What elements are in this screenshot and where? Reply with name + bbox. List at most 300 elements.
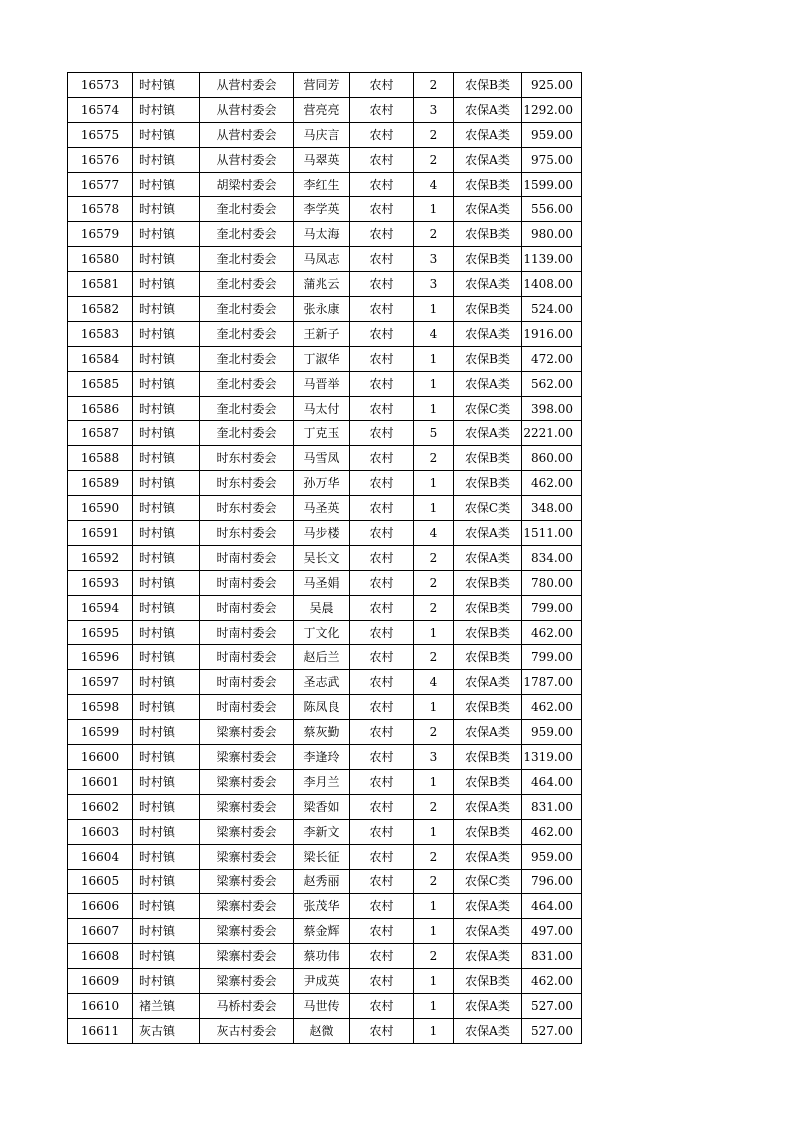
area-type-cell: 农村 (350, 446, 414, 471)
record-id-cell: 16605 (68, 869, 133, 894)
area-type-cell: 农村 (350, 993, 414, 1018)
table-row (68, 894, 582, 919)
household-count-cell: 4 (414, 670, 454, 695)
area-type-cell: 农村 (350, 122, 414, 147)
amount-cell: 348.00 (522, 496, 582, 521)
amount-cell: 524.00 (522, 297, 582, 322)
household-count-cell: 1 (414, 695, 454, 720)
area-type-cell: 农村 (350, 197, 414, 222)
person-name-cell: 梁香如 (294, 794, 350, 819)
village-committee-cell: 梁寨村委会 (200, 919, 294, 944)
town-cell: 时村镇 (133, 521, 200, 546)
household-count-cell: 2 (414, 720, 454, 745)
table-row (68, 222, 582, 247)
insurance-category-cell: 农保B类 (454, 73, 522, 98)
amount-cell: 462.00 (522, 969, 582, 994)
table-row (68, 396, 582, 421)
town-cell: 时村镇 (133, 819, 200, 844)
amount-cell: 2221.00 (522, 421, 582, 446)
table-row (68, 645, 582, 670)
table-row (68, 421, 582, 446)
village-committee-cell: 胡梁村委会 (200, 172, 294, 197)
records-table-body (68, 73, 582, 1044)
record-id-cell: 16607 (68, 919, 133, 944)
record-id-cell: 16601 (68, 769, 133, 794)
table-row (68, 97, 582, 122)
town-cell: 时村镇 (133, 745, 200, 770)
table-row (68, 122, 582, 147)
town-cell: 时村镇 (133, 645, 200, 670)
person-name-cell: 赵后兰 (294, 645, 350, 670)
record-id-cell: 16577 (68, 172, 133, 197)
village-committee-cell: 时南村委会 (200, 570, 294, 595)
village-committee-cell: 梁寨村委会 (200, 894, 294, 919)
insurance-category-cell: 农保A类 (454, 720, 522, 745)
table-row (68, 869, 582, 894)
record-id-cell: 16579 (68, 222, 133, 247)
record-id-cell: 16595 (68, 620, 133, 645)
household-count-cell: 1 (414, 346, 454, 371)
town-cell: 时村镇 (133, 396, 200, 421)
town-cell: 时村镇 (133, 147, 200, 172)
amount-cell: 834.00 (522, 545, 582, 570)
household-count-cell: 1 (414, 894, 454, 919)
person-name-cell: 马圣英 (294, 496, 350, 521)
record-id-cell: 16591 (68, 521, 133, 546)
village-committee-cell: 梁寨村委会 (200, 969, 294, 994)
household-count-cell: 2 (414, 645, 454, 670)
table-row (68, 1018, 582, 1043)
village-committee-cell: 时东村委会 (200, 446, 294, 471)
record-id-cell: 16593 (68, 570, 133, 595)
table-row (68, 545, 582, 570)
record-id-cell: 16580 (68, 247, 133, 272)
town-cell: 时村镇 (133, 894, 200, 919)
insurance-category-cell: 农保A类 (454, 521, 522, 546)
amount-cell: 799.00 (522, 595, 582, 620)
amount-cell: 464.00 (522, 894, 582, 919)
table-row (68, 172, 582, 197)
town-cell: 时村镇 (133, 545, 200, 570)
amount-cell: 1511.00 (522, 521, 582, 546)
insurance-category-cell: 农保A类 (454, 371, 522, 396)
person-name-cell: 丁文化 (294, 620, 350, 645)
insurance-category-cell: 农保C类 (454, 396, 522, 421)
village-committee-cell: 马桥村委会 (200, 993, 294, 1018)
town-cell: 时村镇 (133, 97, 200, 122)
area-type-cell: 农村 (350, 595, 414, 620)
town-cell: 时村镇 (133, 197, 200, 222)
person-name-cell: 张茂华 (294, 894, 350, 919)
insurance-category-cell: 农保B类 (454, 297, 522, 322)
town-cell: 时村镇 (133, 122, 200, 147)
household-count-cell: 3 (414, 97, 454, 122)
amount-cell: 975.00 (522, 147, 582, 172)
person-name-cell: 蔡灰勤 (294, 720, 350, 745)
record-id-cell: 16611 (68, 1018, 133, 1043)
insurance-category-cell: 农保B类 (454, 222, 522, 247)
area-type-cell: 农村 (350, 969, 414, 994)
household-count-cell: 2 (414, 122, 454, 147)
insurance-category-cell: 农保B类 (454, 247, 522, 272)
village-committee-cell: 时南村委会 (200, 645, 294, 670)
area-type-cell: 农村 (350, 147, 414, 172)
village-committee-cell: 从营村委会 (200, 122, 294, 147)
household-count-cell: 2 (414, 944, 454, 969)
household-count-cell: 2 (414, 570, 454, 595)
village-committee-cell: 梁寨村委会 (200, 720, 294, 745)
town-cell: 灰古镇 (133, 1018, 200, 1043)
table-row (68, 794, 582, 819)
amount-cell: 398.00 (522, 396, 582, 421)
household-count-cell: 1 (414, 819, 454, 844)
area-type-cell: 农村 (350, 297, 414, 322)
table-row (68, 695, 582, 720)
village-committee-cell: 灰古村委会 (200, 1018, 294, 1043)
town-cell: 时村镇 (133, 670, 200, 695)
area-type-cell: 农村 (350, 1018, 414, 1043)
household-count-cell: 1 (414, 371, 454, 396)
record-id-cell: 16576 (68, 147, 133, 172)
record-id-cell: 16574 (68, 97, 133, 122)
household-count-cell: 1 (414, 1018, 454, 1043)
record-id-cell: 16597 (68, 670, 133, 695)
village-committee-cell: 梁寨村委会 (200, 819, 294, 844)
amount-cell: 462.00 (522, 695, 582, 720)
insurance-category-cell: 农保B类 (454, 969, 522, 994)
town-cell: 时村镇 (133, 471, 200, 496)
insurance-category-cell: 农保B类 (454, 645, 522, 670)
amount-cell: 796.00 (522, 869, 582, 894)
record-id-cell: 16581 (68, 272, 133, 297)
village-committee-cell: 时南村委会 (200, 620, 294, 645)
record-id-cell: 16596 (68, 645, 133, 670)
household-count-cell: 2 (414, 595, 454, 620)
table-row (68, 197, 582, 222)
area-type-cell: 农村 (350, 794, 414, 819)
household-count-cell: 2 (414, 73, 454, 98)
town-cell: 时村镇 (133, 247, 200, 272)
record-id-cell: 16587 (68, 421, 133, 446)
area-type-cell: 农村 (350, 97, 414, 122)
amount-cell: 1139.00 (522, 247, 582, 272)
town-cell: 时村镇 (133, 297, 200, 322)
record-id-cell: 16600 (68, 745, 133, 770)
village-committee-cell: 从营村委会 (200, 97, 294, 122)
record-id-cell: 16608 (68, 944, 133, 969)
person-name-cell: 丁淑华 (294, 346, 350, 371)
household-count-cell: 1 (414, 919, 454, 944)
town-cell: 时村镇 (133, 919, 200, 944)
insurance-category-cell: 农保A类 (454, 272, 522, 297)
table-row (68, 620, 582, 645)
area-type-cell: 农村 (350, 521, 414, 546)
person-name-cell: 陈凤良 (294, 695, 350, 720)
amount-cell: 959.00 (522, 720, 582, 745)
table-row (68, 670, 582, 695)
amount-cell: 980.00 (522, 222, 582, 247)
person-name-cell: 李月兰 (294, 769, 350, 794)
amount-cell: 527.00 (522, 993, 582, 1018)
household-count-cell: 1 (414, 197, 454, 222)
household-count-cell: 3 (414, 247, 454, 272)
insurance-category-cell: 农保B类 (454, 595, 522, 620)
person-name-cell: 蔡功伟 (294, 944, 350, 969)
village-committee-cell: 奎北村委会 (200, 396, 294, 421)
household-count-cell: 2 (414, 446, 454, 471)
village-committee-cell: 奎北村委会 (200, 247, 294, 272)
person-name-cell: 李学英 (294, 197, 350, 222)
insurance-category-cell: 农保A类 (454, 844, 522, 869)
table-row (68, 720, 582, 745)
area-type-cell: 农村 (350, 172, 414, 197)
town-cell: 时村镇 (133, 695, 200, 720)
area-type-cell: 农村 (350, 545, 414, 570)
person-name-cell: 马庆言 (294, 122, 350, 147)
amount-cell: 1787.00 (522, 670, 582, 695)
town-cell: 时村镇 (133, 321, 200, 346)
person-name-cell: 马太海 (294, 222, 350, 247)
household-count-cell: 1 (414, 993, 454, 1018)
person-name-cell: 圣志武 (294, 670, 350, 695)
amount-cell: 831.00 (522, 944, 582, 969)
household-count-cell: 2 (414, 844, 454, 869)
village-committee-cell: 梁寨村委会 (200, 769, 294, 794)
area-type-cell: 农村 (350, 371, 414, 396)
table-row (68, 321, 582, 346)
record-id-cell: 16592 (68, 545, 133, 570)
table-row (68, 297, 582, 322)
table-row (68, 496, 582, 521)
person-name-cell: 马晋举 (294, 371, 350, 396)
household-count-cell: 1 (414, 969, 454, 994)
table-row (68, 595, 582, 620)
area-type-cell: 农村 (350, 570, 414, 595)
insurance-category-cell: 农保B类 (454, 695, 522, 720)
village-committee-cell: 时东村委会 (200, 471, 294, 496)
area-type-cell: 农村 (350, 321, 414, 346)
record-id-cell: 16586 (68, 396, 133, 421)
area-type-cell: 农村 (350, 496, 414, 521)
person-name-cell: 丁克玉 (294, 421, 350, 446)
amount-cell: 497.00 (522, 919, 582, 944)
insurance-category-cell: 农保B类 (454, 819, 522, 844)
insurance-category-cell: 农保B类 (454, 620, 522, 645)
person-name-cell: 马世传 (294, 993, 350, 1018)
amount-cell: 462.00 (522, 819, 582, 844)
area-type-cell: 农村 (350, 620, 414, 645)
table-row (68, 346, 582, 371)
table-row (68, 769, 582, 794)
amount-cell: 1319.00 (522, 745, 582, 770)
village-committee-cell: 时东村委会 (200, 521, 294, 546)
village-committee-cell: 奎北村委会 (200, 222, 294, 247)
insurance-category-cell: 农保A类 (454, 421, 522, 446)
household-count-cell: 2 (414, 545, 454, 570)
village-committee-cell: 奎北村委会 (200, 321, 294, 346)
amount-cell: 472.00 (522, 346, 582, 371)
person-name-cell: 赵秀丽 (294, 869, 350, 894)
record-id-cell: 16578 (68, 197, 133, 222)
area-type-cell: 农村 (350, 819, 414, 844)
table-row (68, 844, 582, 869)
household-count-cell: 1 (414, 769, 454, 794)
household-count-cell: 4 (414, 321, 454, 346)
town-cell: 时村镇 (133, 222, 200, 247)
town-cell: 时村镇 (133, 969, 200, 994)
record-id-cell: 16610 (68, 993, 133, 1018)
person-name-cell: 李新文 (294, 819, 350, 844)
insurance-category-cell: 农保A类 (454, 894, 522, 919)
area-type-cell: 农村 (350, 471, 414, 496)
village-committee-cell: 从营村委会 (200, 73, 294, 98)
area-type-cell: 农村 (350, 247, 414, 272)
town-cell: 时村镇 (133, 73, 200, 98)
record-id-cell: 16606 (68, 894, 133, 919)
record-id-cell: 16575 (68, 122, 133, 147)
village-committee-cell: 梁寨村委会 (200, 944, 294, 969)
village-committee-cell: 梁寨村委会 (200, 844, 294, 869)
person-name-cell: 马翠英 (294, 147, 350, 172)
town-cell: 时村镇 (133, 496, 200, 521)
amount-cell: 1916.00 (522, 321, 582, 346)
table-row (68, 521, 582, 546)
table-row (68, 745, 582, 770)
area-type-cell: 农村 (350, 670, 414, 695)
amount-cell: 464.00 (522, 769, 582, 794)
village-committee-cell: 时南村委会 (200, 695, 294, 720)
person-name-cell: 吴长文 (294, 545, 350, 570)
person-name-cell: 马凤志 (294, 247, 350, 272)
table-row (68, 969, 582, 994)
amount-cell: 556.00 (522, 197, 582, 222)
person-name-cell: 赵微 (294, 1018, 350, 1043)
area-type-cell: 农村 (350, 720, 414, 745)
town-cell: 时村镇 (133, 769, 200, 794)
record-id-cell: 16604 (68, 844, 133, 869)
village-committee-cell: 奎北村委会 (200, 197, 294, 222)
town-cell: 时村镇 (133, 421, 200, 446)
household-count-cell: 3 (414, 272, 454, 297)
person-name-cell: 孙万华 (294, 471, 350, 496)
record-id-cell: 16599 (68, 720, 133, 745)
area-type-cell: 农村 (350, 869, 414, 894)
records-table (67, 72, 582, 1044)
area-type-cell: 农村 (350, 222, 414, 247)
town-cell: 时村镇 (133, 620, 200, 645)
record-id-cell: 16598 (68, 695, 133, 720)
area-type-cell: 农村 (350, 769, 414, 794)
amount-cell: 562.00 (522, 371, 582, 396)
insurance-category-cell: 农保C类 (454, 496, 522, 521)
amount-cell: 462.00 (522, 620, 582, 645)
amount-cell: 527.00 (522, 1018, 582, 1043)
area-type-cell: 农村 (350, 894, 414, 919)
table-row (68, 371, 582, 396)
insurance-category-cell: 农保B类 (454, 769, 522, 794)
amount-cell: 959.00 (522, 122, 582, 147)
village-committee-cell: 时南村委会 (200, 545, 294, 570)
insurance-category-cell: 农保A类 (454, 794, 522, 819)
insurance-category-cell: 农保B类 (454, 446, 522, 471)
person-name-cell: 马步楼 (294, 521, 350, 546)
person-name-cell: 蒲兆云 (294, 272, 350, 297)
insurance-category-cell: 农保C类 (454, 869, 522, 894)
amount-cell: 1408.00 (522, 272, 582, 297)
insurance-category-cell: 农保B类 (454, 745, 522, 770)
table-row (68, 73, 582, 98)
insurance-category-cell: 农保A类 (454, 993, 522, 1018)
village-committee-cell: 梁寨村委会 (200, 794, 294, 819)
household-count-cell: 3 (414, 745, 454, 770)
amount-cell: 1599.00 (522, 172, 582, 197)
amount-cell: 780.00 (522, 570, 582, 595)
village-committee-cell: 奎北村委会 (200, 297, 294, 322)
village-committee-cell: 时南村委会 (200, 670, 294, 695)
household-count-cell: 1 (414, 471, 454, 496)
person-name-cell: 马雪凤 (294, 446, 350, 471)
area-type-cell: 农村 (350, 695, 414, 720)
town-cell: 时村镇 (133, 371, 200, 396)
town-cell: 时村镇 (133, 172, 200, 197)
insurance-category-cell: 农保B类 (454, 346, 522, 371)
table-row (68, 247, 582, 272)
town-cell: 时村镇 (133, 844, 200, 869)
household-count-cell: 2 (414, 794, 454, 819)
table-row (68, 819, 582, 844)
insurance-category-cell: 农保A类 (454, 670, 522, 695)
town-cell: 时村镇 (133, 595, 200, 620)
area-type-cell: 农村 (350, 272, 414, 297)
record-id-cell: 16603 (68, 819, 133, 844)
household-count-cell: 1 (414, 620, 454, 645)
household-count-cell: 1 (414, 396, 454, 421)
insurance-category-cell: 农保A类 (454, 1018, 522, 1043)
record-id-cell: 16602 (68, 794, 133, 819)
table-row (68, 944, 582, 969)
household-count-cell: 2 (414, 147, 454, 172)
area-type-cell: 农村 (350, 844, 414, 869)
household-count-cell: 2 (414, 869, 454, 894)
household-count-cell: 2 (414, 222, 454, 247)
town-cell: 时村镇 (133, 346, 200, 371)
table-row (68, 993, 582, 1018)
person-name-cell: 吴晨 (294, 595, 350, 620)
village-committee-cell: 奎北村委会 (200, 371, 294, 396)
record-id-cell: 16583 (68, 321, 133, 346)
area-type-cell: 农村 (350, 745, 414, 770)
household-count-cell: 5 (414, 421, 454, 446)
insurance-category-cell: 农保B类 (454, 570, 522, 595)
person-name-cell: 马太付 (294, 396, 350, 421)
town-cell: 时村镇 (133, 720, 200, 745)
amount-cell: 860.00 (522, 446, 582, 471)
amount-cell: 1292.00 (522, 97, 582, 122)
town-cell: 褚兰镇 (133, 993, 200, 1018)
record-id-cell: 16590 (68, 496, 133, 521)
area-type-cell: 农村 (350, 645, 414, 670)
person-name-cell: 尹成英 (294, 969, 350, 994)
village-committee-cell: 奎北村委会 (200, 421, 294, 446)
village-committee-cell: 梁寨村委会 (200, 869, 294, 894)
table-row (68, 471, 582, 496)
insurance-category-cell: 农保A类 (454, 321, 522, 346)
town-cell: 时村镇 (133, 272, 200, 297)
person-name-cell: 李逢玲 (294, 745, 350, 770)
village-committee-cell: 梁寨村委会 (200, 745, 294, 770)
village-committee-cell: 奎北村委会 (200, 346, 294, 371)
town-cell: 时村镇 (133, 794, 200, 819)
